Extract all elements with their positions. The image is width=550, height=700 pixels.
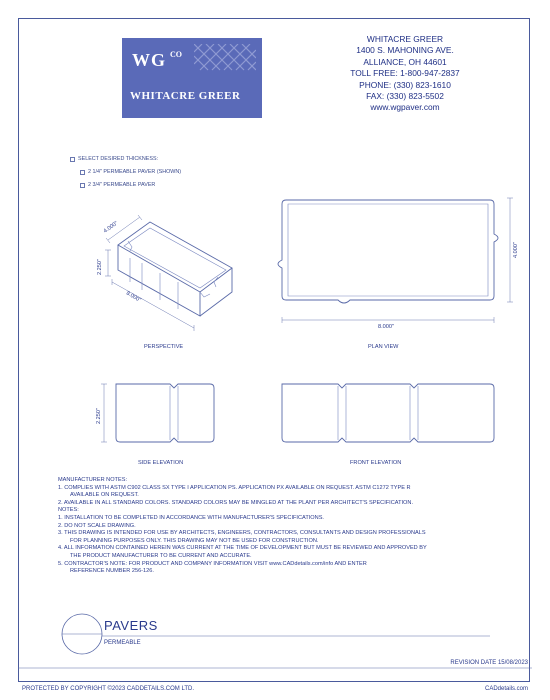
thickness-heading: SELECT DESIRED THICKNESS: <box>78 156 159 163</box>
plan-length-dimension: 8.000" <box>378 324 394 330</box>
drawing-subtitle: PERMEABLE <box>104 640 141 646</box>
address-line: FAX: (330) 823-5502 <box>366 91 444 102</box>
perspective-height-dimension: 2.250" <box>97 259 103 275</box>
thickness-option-label: 2 1/4" PERMEABLE PAVER (SHOWN) <box>88 169 182 176</box>
address-line: www.wgpaver.com <box>370 102 440 113</box>
general-note: 2. DO NOT SCALE DRAWING. <box>58 522 136 529</box>
front-elevation-label: FRONT ELEVATION <box>350 460 402 466</box>
side-height-dimension: 2.250" <box>96 408 102 424</box>
general-note: 4. ALL INFORMATION CONTAINED HEREIN WAS CURRENT AT THE TIME OF DEVELOPMENT BUT MUST BE REVIEWED AND APPROVED BY <box>58 545 427 552</box>
logo-mark: WG <box>132 50 167 70</box>
side-elevation-drawing <box>101 384 214 442</box>
general-note: 1. INSTALLATION TO BE COMPLETED IN ACCORDANCE WITH MANUFACTURER'S SPECIFICATIONS. <box>58 514 324 521</box>
copyright-footer: PROTECTED BY COPYRIGHT ©2023 CADDETAILS.COM LTD. <box>22 686 195 692</box>
manufacturer-note: 2. AVAILABLE IN ALL STANDARD COLORS. STANDARD COLORS MAY BE MINGLED AT THE PLANT PER ARCHITECT'S SPECIFICATION. <box>58 499 414 506</box>
general-note: 3. THIS DRAWING IS INTENDED FOR USE BY ARCHITECTS, ENGINEERS, CONTRACTORS, CONSULTANTS AND DESIGN PROFESSIONALS <box>58 530 426 537</box>
address-line: 1400 S. MAHONING AVE. <box>356 45 454 56</box>
side-elevation-label: SIDE ELEVATION <box>138 460 184 466</box>
address-line: PHONE: (330) 823-1610 <box>359 79 451 90</box>
revision-date: REVISION DATE 15/08/2023 <box>450 660 528 666</box>
caddetails-footer[interactable]: CADdetails.com <box>484 686 528 692</box>
general-note: REFERENCE NUMBER 256-126. <box>70 568 154 575</box>
general-notes-heading: NOTES: <box>58 507 79 514</box>
manufacturer-note: 1. COMPLIES WITH ASTM C902 CLASS SX TYPE I APPLICATION PS. APPLICATION PX AVAILABLE ON REQUEST. ASTM C1272 TYPE R <box>58 484 411 491</box>
plan-view-label: PLAN VIEW <box>368 344 399 350</box>
logo-co: CO <box>170 50 182 59</box>
front-elevation-drawing <box>282 384 494 442</box>
logo-company-name: WHITACRE GREER <box>130 90 241 102</box>
drawing-title: PAVERS <box>104 618 158 633</box>
address-line: WHITACRE GREER <box>366 34 444 44</box>
address-line: TOLL FREE: 1-800-947-2837 <box>350 68 460 79</box>
notes-block <box>58 477 427 576</box>
thickness-option-label: 2 3/4" PERMEABLE PAVER <box>88 182 156 189</box>
perspective-width-dimension: 4.000" <box>102 220 120 235</box>
perspective-drawing <box>102 215 232 331</box>
address-line: ALLIANCE, OH 44601 <box>363 56 447 67</box>
perspective-length-dimension: 8.000" <box>125 290 142 304</box>
plan-view-drawing <box>278 198 513 323</box>
general-note: FOR PLANNING PURPOSES ONLY. THIS DRAWING MAY NOT BE USED FOR CONSTRUCTION. <box>70 537 319 544</box>
general-note: 5. CONTRACTOR'S NOTE: FOR PRODUCT AND COMPANY INFORMATION VISIT www.CADdetails.com/info AND ENTER <box>58 560 367 567</box>
general-note: THE PRODUCT MANUFACTURER TO BE CURRENT AND ACCURATE. <box>70 552 252 559</box>
manufacturer-notes-heading: MANUFACTURER NOTES: <box>58 477 127 483</box>
perspective-label: PERSPECTIVE <box>144 344 184 350</box>
manufacturer-note: AVAILABLE ON REQUEST. <box>70 492 139 499</box>
plan-width-dimension: 4.000" <box>513 242 519 258</box>
